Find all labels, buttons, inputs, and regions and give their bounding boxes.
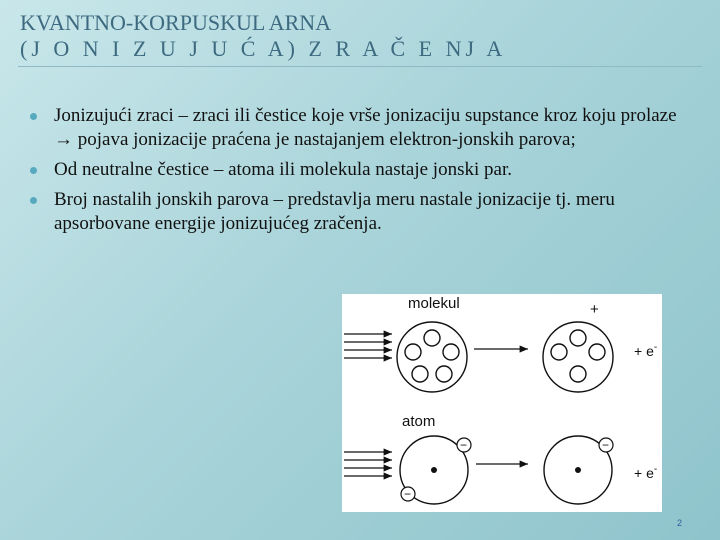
bullet-item: [30, 104, 690, 152]
page-number: 2: [676, 518, 682, 528]
electron-sign: −: [602, 438, 610, 452]
bullet-text: Broj nastalih jonskih parova – predstavlja meru nastale jonizacije tj. meru apsorbovane energije jonizujućeg zračenja.: [54, 189, 615, 234]
bullet-text: Od neutralne čestice – atoma ili molekula nastaje jonski par.: [54, 159, 512, 180]
bullet-item: [30, 188, 690, 236]
bullet-text: Jonizujući zraci – zraci ili čestice koje vrše jonizaciju supstance kroz koju prolaze → pojava jonizacije praćena je nastajanjem elektron-jonskih parova;: [54, 105, 677, 150]
neutral-atom: [400, 436, 471, 504]
electron-sign: −: [404, 487, 412, 501]
ionization-diagram: [342, 294, 662, 512]
ionized-atom: [544, 436, 613, 504]
bullet-marker: [30, 197, 37, 204]
ionized-molecule: [543, 322, 613, 392]
neutral-molecule: [397, 322, 467, 392]
title-line-1: KVANTNO-KORPUSKUL ARNA: [20, 10, 332, 35]
incoming-radiation-arrows-top: [344, 334, 392, 358]
incoming-radiation-arrows-bottom: [344, 452, 392, 476]
bullet-marker: [30, 167, 37, 174]
freed-electron-label-bottom: + e-: [634, 464, 658, 481]
positive-charge-sign: +: [590, 301, 599, 318]
atom-label: atom: [402, 413, 436, 430]
bullet-marker: [30, 113, 37, 120]
bullet-list: [30, 104, 690, 242]
bullet-item: [30, 158, 690, 182]
electron-sign: −: [460, 438, 468, 452]
molecule-label: molekul: [408, 295, 460, 312]
title-line-2: (J O N I Z U J U Ć A) Z R A Č E NJ A: [20, 36, 507, 61]
slide-title: [20, 10, 700, 62]
ionization-figure: [342, 294, 662, 512]
freed-electron-label-top: + e-: [634, 342, 658, 359]
title-divider: [18, 66, 702, 67]
